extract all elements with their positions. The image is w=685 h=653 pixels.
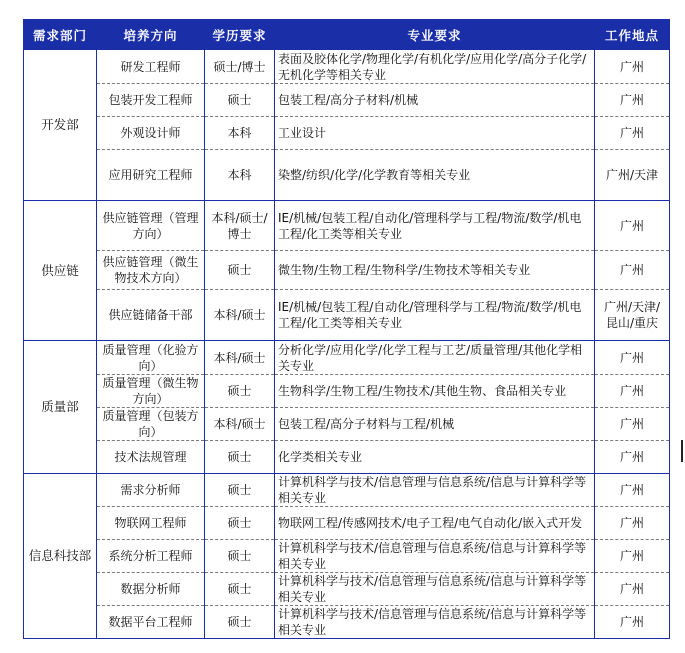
location-cell: 广州 [595,408,670,441]
recruitment-table [23,19,670,639]
table-row [24,84,670,117]
table-row [24,507,670,540]
major-cell: 物联网工程/传感网技术/电子工程/电气自动化/嵌入式开发 [275,507,595,540]
education-cell: 硕士 [205,441,275,474]
table-row [24,408,670,441]
header-direction: 培养方向 [97,20,205,50]
major-cell: 计算机科学与技术/信息管理与信息系统/信息与计算科学等相关专业 [275,606,595,639]
education-cell: 本科/硕士 [205,341,275,375]
table-body [24,50,670,639]
table-row [24,117,670,150]
header-major: 专业要求 [275,20,595,50]
major-cell: 分析化学/应用化学/化学工程与工艺/质量管理/其他化学相关专业 [275,341,595,375]
header-department: 需求部门 [24,20,97,50]
direction-cell: 系统分析工程师 [97,540,205,573]
major-cell: 表面及胶体化学/物理化学/有机化学/应用化学/高分子化学/无机化学等相关专业 [275,50,595,84]
table-row [24,150,670,201]
location-cell: 广州 [595,606,670,639]
direction-cell: 应用研究工程师 [97,150,205,201]
education-cell: 硕士 [205,507,275,540]
direction-cell: 数据分析师 [97,573,205,606]
table-row [24,201,670,251]
dept-cell: 开发部 [24,50,97,201]
education-cell: 硕士/博士 [205,50,275,84]
direction-cell: 研发工程师 [97,50,205,84]
table-row [24,540,670,573]
major-cell: 工业设计 [275,117,595,150]
education-cell: 硕士 [205,474,275,507]
education-cell: 本科 [205,117,275,150]
major-cell: 计算机科学与技术/信息管理与信息系统/信息与计算科学等相关专业 [275,573,595,606]
table-row [24,50,670,84]
education-cell: 硕士 [205,375,275,408]
table-row [24,573,670,606]
direction-cell: 物联网工程师 [97,507,205,540]
major-cell: 化学类相关专业 [275,441,595,474]
education-cell: 硕士 [205,606,275,639]
major-cell: IE/机械/包装工程/自动化/管理科学与工程/物流/数学/机电工程/化工类等相关专业 [275,201,595,251]
major-cell: 染整/纺织/化学/化学教育等相关专业 [275,150,595,201]
major-cell: 计算机科学与技术/信息管理与信息系统/信息与计算科学等相关专业 [275,540,595,573]
direction-cell: 质量管理（包装方向） [97,408,205,441]
text-cursor-marker [681,440,683,462]
education-cell: 本科/硕士 [205,408,275,441]
location-cell: 广州 [595,540,670,573]
location-cell: 广州 [595,84,670,117]
location-cell: 广州 [595,375,670,408]
location-cell: 广州 [595,474,670,507]
education-cell: 硕士 [205,84,275,117]
major-cell: 生物科学/生物工程/生物技术/其他生物、食品相关专业 [275,375,595,408]
dept-cell: 信息科技部 [24,474,97,639]
table-row [24,474,670,507]
table-row [24,290,670,341]
direction-cell: 供应链管理（微生物技术方向） [97,251,205,290]
recruitment-table-container [23,19,669,639]
location-cell: 广州/天津/昆山/重庆 [595,290,670,341]
location-cell: 广州 [595,341,670,375]
direction-cell: 质量管理（微生物方向） [97,375,205,408]
location-cell: 广州/天津 [595,150,670,201]
table-row [24,441,670,474]
location-cell: 广州 [595,201,670,251]
table-row [24,606,670,639]
header-row [24,20,670,50]
major-cell: 微生物/生物工程/生物科学/生物技术等相关专业 [275,251,595,290]
education-cell: 硕士 [205,251,275,290]
direction-cell: 需求分析师 [97,474,205,507]
direction-cell: 技术法规管理 [97,441,205,474]
direction-cell: 质量管理（化验方向） [97,341,205,375]
location-cell: 广州 [595,507,670,540]
education-cell: 本科 [205,150,275,201]
direction-cell: 供应链管理（管理方向） [97,201,205,251]
direction-cell: 包装开发工程师 [97,84,205,117]
location-cell: 广州 [595,441,670,474]
location-cell: 广州 [595,251,670,290]
dept-cell: 供应链 [24,201,97,341]
education-cell: 本科/硕士/博士 [205,201,275,251]
location-cell: 广州 [595,117,670,150]
direction-cell: 供应链储备干部 [97,290,205,341]
major-cell: 包装工程/高分子材料/机械 [275,84,595,117]
major-cell: IE/机械/包装工程/自动化/管理科学与工程/物流/数学/机电工程/化工类等相关专业 [275,290,595,341]
education-cell: 硕士 [205,540,275,573]
education-cell: 硕士 [205,573,275,606]
table-row [24,375,670,408]
major-cell: 包装工程/高分子材料与工程/机械 [275,408,595,441]
location-cell: 广州 [595,50,670,84]
header-education: 学历要求 [205,20,275,50]
header-location: 工作地点 [595,20,670,50]
major-cell: 计算机科学与技术/信息管理与信息系统/信息与计算科学等相关专业 [275,474,595,507]
table-row [24,251,670,290]
direction-cell: 外观设计师 [97,117,205,150]
dept-cell: 质量部 [24,341,97,474]
direction-cell: 数据平台工程师 [97,606,205,639]
table-row [24,341,670,375]
location-cell: 广州 [595,573,670,606]
education-cell: 本科/硕士 [205,290,275,341]
